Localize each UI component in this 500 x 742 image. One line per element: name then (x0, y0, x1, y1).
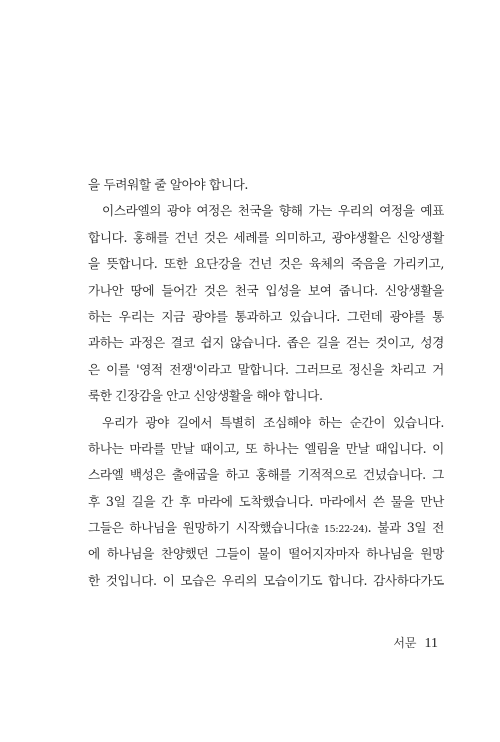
paragraph-line: 후 3일 길을 간 후 마라에 도착했습니다. 마라에서 쓴 물을 만난 (88, 493, 444, 509)
paragraph-line: 합니다. 홍해를 건넌 것은 세례를 의미하고, 광야생활은 신앙생활 (88, 229, 444, 245)
paragraph-line: 에 하나님을 찬양했던 그들이 물이 떨어지자마자 하나님을 원망 (88, 546, 444, 562)
paragraph-line: 스라엘 백성은 출애굽을 하고 홍해를 기적적으로 건넜습니다. 그 (88, 467, 444, 483)
line-text: 그들은 하나님을 원망하기 시작했습니다 (88, 520, 307, 536)
paragraph-line: 우리가 광야 길에서 특별히 조심해야 하는 순간이 있습니다. (102, 414, 444, 430)
paragraph-line: 하나는 마라를 만날 때이고, 또 하나는 엘림을 만날 때입니다. 이 (88, 440, 444, 456)
paragraph-line: 하는 우리는 지금 광야를 통과하고 있습니다. 그런데 광야를 통 (88, 308, 444, 324)
scripture-reference: (출 15:22-24) (306, 524, 368, 536)
paragraph-line: 한 것입니다. 이 모습은 우리의 모습이기도 합니다. 감사하다가도 (88, 572, 444, 588)
paragraph-line: 이스라엘의 광야 여정은 천국을 향해 가는 우리의 여정을 예표 (102, 203, 444, 219)
paragraph-line: 가나안 땅에 들어간 것은 천국 입성을 보여 줍니다. 신앙생활을 (88, 282, 444, 298)
running-footer-title: 서문 (393, 636, 417, 650)
page-number: 11 (424, 636, 438, 651)
paragraph-line: 과하는 과정은 결코 쉽지 않습니다. 좁은 길을 걷는 것이고, 성경 (88, 335, 444, 351)
body-text (88, 172, 444, 594)
paragraph-line: 은 이를 '영적 전쟁'이라고 말합니다. 그러므로 정신을 차리고 거 (88, 361, 444, 377)
line-text: . 불과 3일 전 (367, 520, 444, 536)
paragraph-line: 을 두려워할 줄 알아야 합니다. (88, 177, 249, 192)
page-footer (393, 632, 438, 652)
paragraph-line: 을 뜻합니다. 또한 요단강을 건넌 것은 육체의 죽음을 가리키고, (88, 256, 444, 272)
paragraph-line: 룩한 긴장감을 안고 신앙생활을 해야 합니다. (88, 388, 323, 404)
paragraph-line-with-reference (88, 515, 444, 541)
